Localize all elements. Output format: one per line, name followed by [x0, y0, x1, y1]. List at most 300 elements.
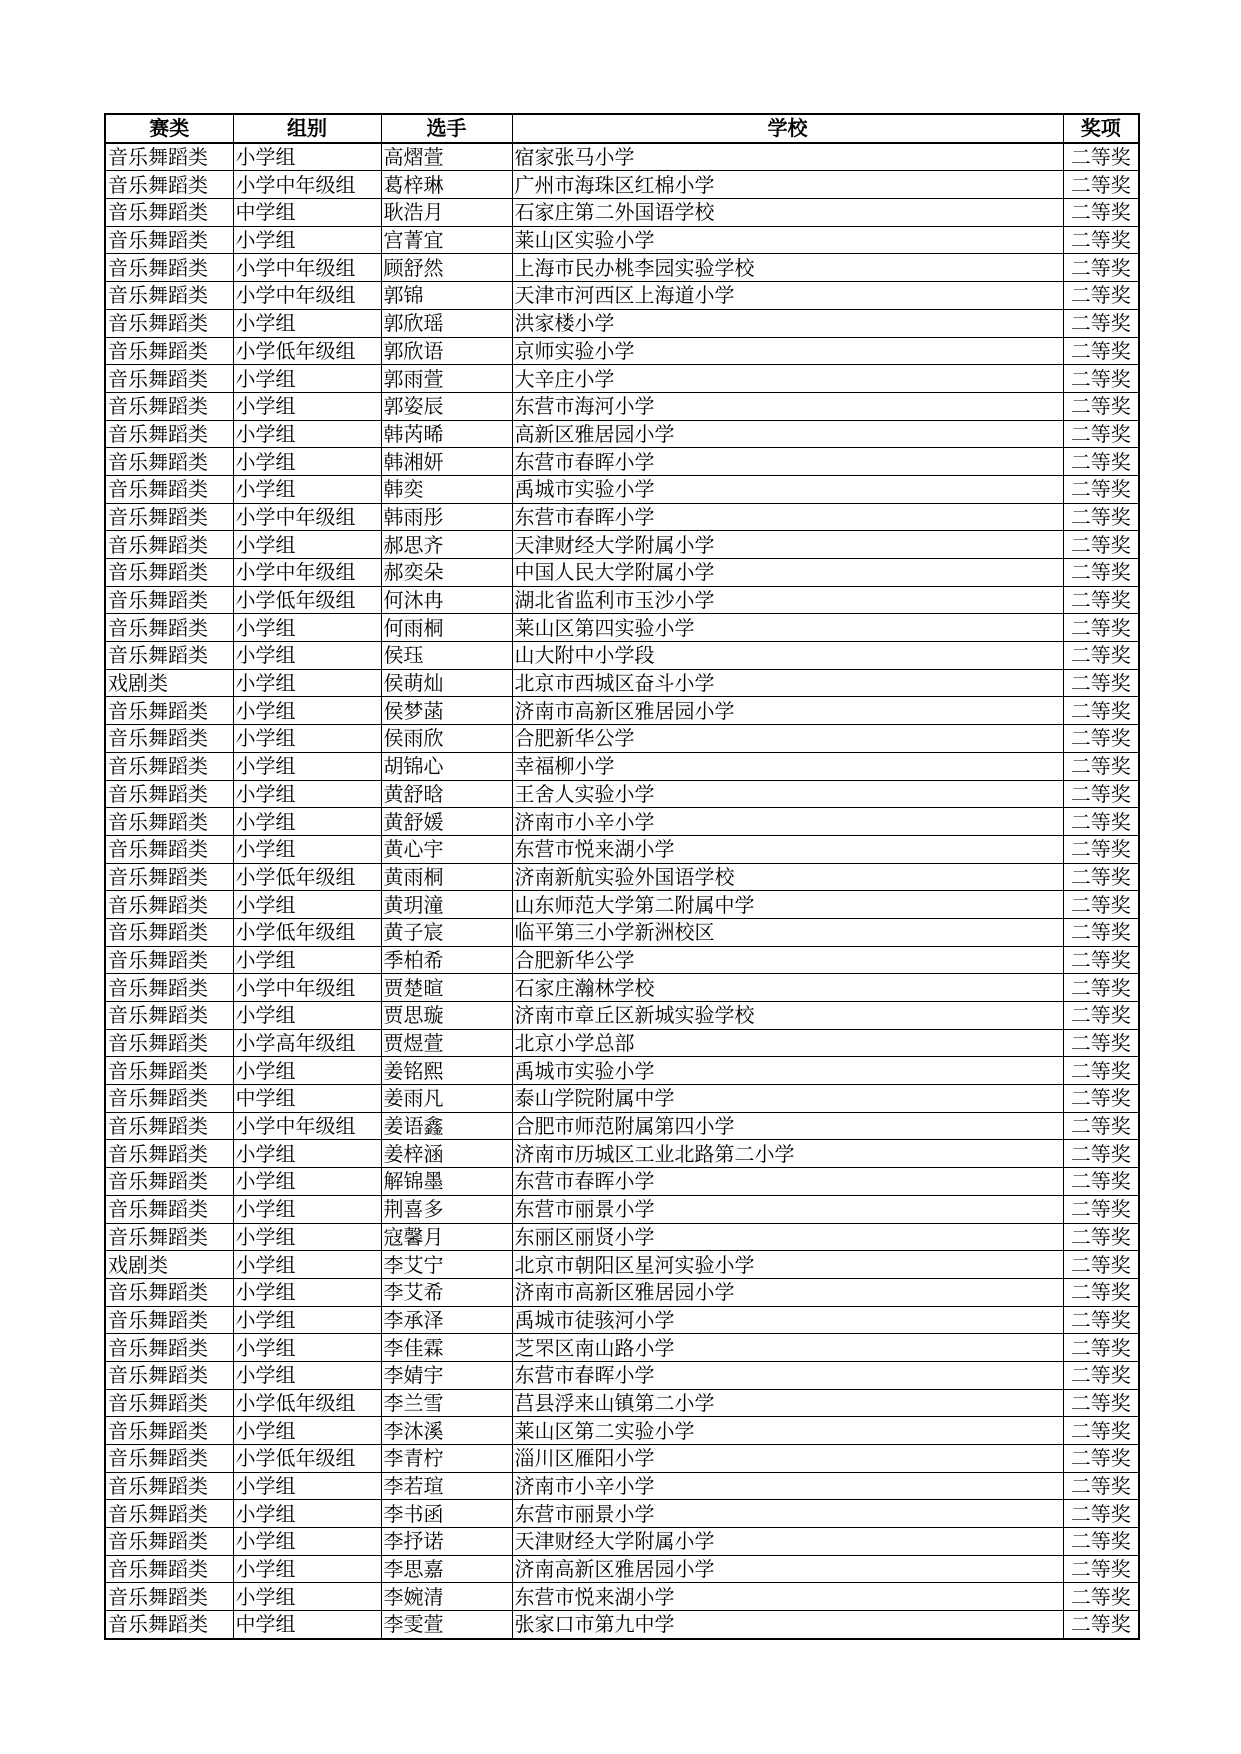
header-category: 赛类 — [105, 114, 233, 143]
group-cell: 小学组 — [233, 448, 381, 476]
group-cell: 小学组 — [233, 143, 381, 171]
group-cell: 小学中年级组 — [233, 1112, 381, 1140]
school-cell: 东营市海河小学 — [512, 392, 1063, 420]
contestant-cell: 黄子宸 — [381, 918, 512, 946]
category-cell: 音乐舞蹈类 — [105, 309, 233, 337]
award-cell: 二等奖 — [1063, 1583, 1139, 1611]
award-cell: 二等奖 — [1063, 337, 1139, 365]
school-cell: 济南市章丘区新城实验学校 — [512, 1002, 1063, 1030]
contestant-cell: 黄雨桐 — [381, 863, 512, 891]
contestant-cell: 李雯萱 — [381, 1611, 512, 1639]
table-row — [105, 1500, 1139, 1528]
table-row — [105, 171, 1139, 199]
table-row — [105, 309, 1139, 337]
award-cell: 二等奖 — [1063, 1306, 1139, 1334]
category-cell: 戏剧类 — [105, 1251, 233, 1279]
contestant-cell: 李婉清 — [381, 1583, 512, 1611]
contestant-cell: 黄舒媛 — [381, 808, 512, 836]
award-cell: 二等奖 — [1063, 752, 1139, 780]
award-cell: 二等奖 — [1063, 199, 1139, 227]
contestant-cell: 韩芮晞 — [381, 420, 512, 448]
table-row — [105, 614, 1139, 642]
category-cell: 音乐舞蹈类 — [105, 1140, 233, 1168]
school-cell: 北京市朝阳区星河实验小学 — [512, 1251, 1063, 1279]
group-cell: 小学组 — [233, 1361, 381, 1389]
category-cell: 音乐舞蹈类 — [105, 503, 233, 531]
award-cell: 二等奖 — [1063, 1417, 1139, 1445]
table-row — [105, 1611, 1139, 1639]
group-cell: 小学高年级组 — [233, 1029, 381, 1057]
group-cell: 小学组 — [233, 835, 381, 863]
group-cell: 小学组 — [233, 891, 381, 919]
award-cell: 二等奖 — [1063, 808, 1139, 836]
category-cell: 音乐舞蹈类 — [105, 1528, 233, 1556]
category-cell: 音乐舞蹈类 — [105, 365, 233, 393]
category-cell: 戏剧类 — [105, 669, 233, 697]
category-cell: 音乐舞蹈类 — [105, 420, 233, 448]
award-cell: 二等奖 — [1063, 1361, 1139, 1389]
award-cell: 二等奖 — [1063, 1251, 1139, 1279]
category-cell: 音乐舞蹈类 — [105, 282, 233, 310]
school-cell: 东营市丽景小学 — [512, 1500, 1063, 1528]
contestant-cell: 顾舒然 — [381, 254, 512, 282]
table-row — [105, 697, 1139, 725]
award-cell: 二等奖 — [1063, 420, 1139, 448]
category-cell: 音乐舞蹈类 — [105, 1361, 233, 1389]
table-row — [105, 559, 1139, 587]
category-cell: 音乐舞蹈类 — [105, 1445, 233, 1473]
contestant-cell: 李兰雪 — [381, 1389, 512, 1417]
contestant-cell: 姜梓涵 — [381, 1140, 512, 1168]
category-cell: 音乐舞蹈类 — [105, 614, 233, 642]
award-cell: 二等奖 — [1063, 1029, 1139, 1057]
table-row — [105, 1528, 1139, 1556]
group-cell: 小学组 — [233, 420, 381, 448]
group-cell: 小学中年级组 — [233, 974, 381, 1002]
contestant-cell: 郭姿辰 — [381, 392, 512, 420]
contestant-cell: 李书函 — [381, 1500, 512, 1528]
contestant-cell: 李承泽 — [381, 1306, 512, 1334]
contestant-cell: 贾煜萱 — [381, 1029, 512, 1057]
table-row — [105, 1417, 1139, 1445]
contestant-cell: 荆喜多 — [381, 1195, 512, 1223]
table-row — [105, 918, 1139, 946]
group-cell: 小学组 — [233, 1306, 381, 1334]
header-award: 奖项 — [1063, 114, 1139, 143]
category-cell: 音乐舞蹈类 — [105, 1278, 233, 1306]
school-cell: 东营市春晖小学 — [512, 503, 1063, 531]
table-row — [105, 1168, 1139, 1196]
contestant-cell: 侯萌灿 — [381, 669, 512, 697]
school-cell: 东营市悦来湖小学 — [512, 1583, 1063, 1611]
table-row — [105, 392, 1139, 420]
school-cell: 天津财经大学附属小学 — [512, 1528, 1063, 1556]
group-cell: 小学中年级组 — [233, 171, 381, 199]
school-cell: 东丽区丽贤小学 — [512, 1223, 1063, 1251]
school-cell: 济南新航实验外国语学校 — [512, 863, 1063, 891]
award-cell: 二等奖 — [1063, 1334, 1139, 1362]
category-cell: 音乐舞蹈类 — [105, 171, 233, 199]
award-cell: 二等奖 — [1063, 1085, 1139, 1113]
school-cell: 广州市海珠区红棉小学 — [512, 171, 1063, 199]
school-cell: 莱山区第四实验小学 — [512, 614, 1063, 642]
category-cell: 音乐舞蹈类 — [105, 891, 233, 919]
contestant-cell: 李沐溪 — [381, 1417, 512, 1445]
award-cell: 二等奖 — [1063, 226, 1139, 254]
school-cell: 北京小学总部 — [512, 1029, 1063, 1057]
school-cell: 高新区雅居园小学 — [512, 420, 1063, 448]
group-cell: 小学组 — [233, 475, 381, 503]
school-cell: 石家庄瀚林学校 — [512, 974, 1063, 1002]
group-cell: 小学组 — [233, 1168, 381, 1196]
contestant-cell: 黄玥潼 — [381, 891, 512, 919]
contestant-cell: 侯珏 — [381, 642, 512, 670]
group-cell: 小学中年级组 — [233, 559, 381, 587]
table-row — [105, 531, 1139, 559]
school-cell: 东营市丽景小学 — [512, 1195, 1063, 1223]
table-row — [105, 254, 1139, 282]
table-row — [105, 199, 1139, 227]
contestant-cell: 侯雨欣 — [381, 725, 512, 753]
category-cell: 音乐舞蹈类 — [105, 1057, 233, 1085]
category-cell: 音乐舞蹈类 — [105, 697, 233, 725]
group-cell: 小学组 — [233, 808, 381, 836]
contestant-cell: 李佳霖 — [381, 1334, 512, 1362]
group-cell: 小学组 — [233, 1223, 381, 1251]
award-cell: 二等奖 — [1063, 143, 1139, 171]
table-row — [105, 1112, 1139, 1140]
school-cell: 东营市悦来湖小学 — [512, 835, 1063, 863]
award-cell: 二等奖 — [1063, 642, 1139, 670]
school-cell: 山大附中小学段 — [512, 642, 1063, 670]
table-row — [105, 974, 1139, 1002]
category-cell: 音乐舞蹈类 — [105, 1002, 233, 1030]
school-cell: 王舍人实验小学 — [512, 780, 1063, 808]
table-row — [105, 1251, 1139, 1279]
contestant-cell: 李思嘉 — [381, 1555, 512, 1583]
group-cell: 小学组 — [233, 1278, 381, 1306]
award-cell: 二等奖 — [1063, 697, 1139, 725]
school-cell: 济南市小辛小学 — [512, 1472, 1063, 1500]
group-cell: 小学组 — [233, 1500, 381, 1528]
school-cell: 东营市春晖小学 — [512, 448, 1063, 476]
table-row — [105, 448, 1139, 476]
group-cell: 小学组 — [233, 1555, 381, 1583]
contestant-cell: 姜语鑫 — [381, 1112, 512, 1140]
contestant-cell: 寇馨月 — [381, 1223, 512, 1251]
contestant-cell: 季柏希 — [381, 946, 512, 974]
school-cell: 洪家楼小学 — [512, 309, 1063, 337]
award-cell: 二等奖 — [1063, 392, 1139, 420]
table-row — [105, 752, 1139, 780]
award-cell: 二等奖 — [1063, 254, 1139, 282]
school-cell: 京师实验小学 — [512, 337, 1063, 365]
table-row — [105, 642, 1139, 670]
award-cell: 二等奖 — [1063, 1140, 1139, 1168]
contestant-cell: 贾楚暄 — [381, 974, 512, 1002]
category-cell: 音乐舞蹈类 — [105, 1168, 233, 1196]
school-cell: 合肥市师范附属第四小学 — [512, 1112, 1063, 1140]
category-cell: 音乐舞蹈类 — [105, 1500, 233, 1528]
category-cell: 音乐舞蹈类 — [105, 199, 233, 227]
group-cell: 小学组 — [233, 1002, 381, 1030]
table-row — [105, 282, 1139, 310]
header-contestant: 选手 — [381, 114, 512, 143]
group-cell: 小学组 — [233, 725, 381, 753]
table-row — [105, 1057, 1139, 1085]
school-cell: 莱山区第二实验小学 — [512, 1417, 1063, 1445]
table-row — [105, 1029, 1139, 1057]
category-cell: 音乐舞蹈类 — [105, 586, 233, 614]
school-cell: 临平第三小学新洲校区 — [512, 918, 1063, 946]
school-cell: 泰山学院附属中学 — [512, 1085, 1063, 1113]
school-cell: 东营市春晖小学 — [512, 1168, 1063, 1196]
group-cell: 小学组 — [233, 1472, 381, 1500]
category-cell: 音乐舞蹈类 — [105, 1583, 233, 1611]
school-cell: 上海市民办桃李园实验学校 — [512, 254, 1063, 282]
group-cell: 小学组 — [233, 697, 381, 725]
school-cell: 济南市高新区雅居园小学 — [512, 697, 1063, 725]
school-cell: 合肥新华公学 — [512, 946, 1063, 974]
contestant-cell: 耿浩月 — [381, 199, 512, 227]
school-cell: 石家庄第二外国语学校 — [512, 199, 1063, 227]
table-row — [105, 1445, 1139, 1473]
group-cell: 小学组 — [233, 1528, 381, 1556]
school-cell: 济南市历城区工业北路第二小学 — [512, 1140, 1063, 1168]
group-cell: 小学低年级组 — [233, 586, 381, 614]
award-cell: 二等奖 — [1063, 282, 1139, 310]
school-cell: 合肥新华公学 — [512, 725, 1063, 753]
award-cell: 二等奖 — [1063, 780, 1139, 808]
group-cell: 小学低年级组 — [233, 918, 381, 946]
contestant-cell: 胡锦心 — [381, 752, 512, 780]
group-cell: 小学组 — [233, 365, 381, 393]
table-row — [105, 1583, 1139, 1611]
group-cell: 中学组 — [233, 1085, 381, 1113]
award-cell: 二等奖 — [1063, 171, 1139, 199]
school-cell: 张家口市第九中学 — [512, 1611, 1063, 1639]
award-cell: 二等奖 — [1063, 1002, 1139, 1030]
award-cell: 二等奖 — [1063, 918, 1139, 946]
school-cell: 天津财经大学附属小学 — [512, 531, 1063, 559]
contestant-cell: 李婧宇 — [381, 1361, 512, 1389]
contestant-cell: 高熠萱 — [381, 143, 512, 171]
contestant-cell: 李抒诺 — [381, 1528, 512, 1556]
contestant-cell: 侯梦菡 — [381, 697, 512, 725]
header-school: 学校 — [512, 114, 1063, 143]
school-cell: 禹城市实验小学 — [512, 1057, 1063, 1085]
category-cell: 音乐舞蹈类 — [105, 1611, 233, 1639]
contestant-cell: 郝思齐 — [381, 531, 512, 559]
group-cell: 小学组 — [233, 1195, 381, 1223]
school-cell: 山东师范大学第二附属中学 — [512, 891, 1063, 919]
table-row — [105, 337, 1139, 365]
category-cell: 音乐舞蹈类 — [105, 1334, 233, 1362]
table-row — [105, 1306, 1139, 1334]
contestant-cell: 郭雨萱 — [381, 365, 512, 393]
table-row — [105, 946, 1139, 974]
group-cell: 中学组 — [233, 1611, 381, 1639]
award-cell: 二等奖 — [1063, 614, 1139, 642]
category-cell: 音乐舞蹈类 — [105, 337, 233, 365]
contestant-cell: 李艾希 — [381, 1278, 512, 1306]
group-cell: 小学低年级组 — [233, 863, 381, 891]
school-cell: 中国人民大学附属小学 — [512, 559, 1063, 587]
award-cell: 二等奖 — [1063, 974, 1139, 1002]
table-row — [105, 1223, 1139, 1251]
table-row — [105, 143, 1139, 171]
category-cell: 音乐舞蹈类 — [105, 1417, 233, 1445]
category-cell: 音乐舞蹈类 — [105, 392, 233, 420]
category-cell: 音乐舞蹈类 — [105, 1306, 233, 1334]
group-cell: 小学组 — [233, 1417, 381, 1445]
table-row — [105, 475, 1139, 503]
group-cell: 小学组 — [233, 1057, 381, 1085]
contestant-cell: 何雨桐 — [381, 614, 512, 642]
school-cell: 莱山区实验小学 — [512, 226, 1063, 254]
table-row — [105, 1389, 1139, 1417]
school-cell: 莒县浮来山镇第二小学 — [512, 1389, 1063, 1417]
table-row — [105, 1002, 1139, 1030]
award-cell: 二等奖 — [1063, 1112, 1139, 1140]
group-cell: 小学组 — [233, 1583, 381, 1611]
school-cell: 济南市小辛小学 — [512, 808, 1063, 836]
table-row — [105, 835, 1139, 863]
award-cell: 二等奖 — [1063, 891, 1139, 919]
group-cell: 小学组 — [233, 1334, 381, 1362]
group-cell: 小学组 — [233, 531, 381, 559]
table-row — [105, 1140, 1139, 1168]
table-row — [105, 1555, 1139, 1583]
category-cell: 音乐舞蹈类 — [105, 835, 233, 863]
group-cell: 小学组 — [233, 1140, 381, 1168]
award-cell: 二等奖 — [1063, 1278, 1139, 1306]
group-cell: 小学组 — [233, 1251, 381, 1279]
category-cell: 音乐舞蹈类 — [105, 974, 233, 1002]
award-cell: 二等奖 — [1063, 1528, 1139, 1556]
group-cell: 小学组 — [233, 780, 381, 808]
school-cell: 济南高新区雅居园小学 — [512, 1555, 1063, 1583]
group-cell: 小学低年级组 — [233, 1389, 381, 1417]
award-cell: 二等奖 — [1063, 365, 1139, 393]
contestant-cell: 宫菁宜 — [381, 226, 512, 254]
contestant-cell: 葛梓琳 — [381, 171, 512, 199]
award-cell: 二等奖 — [1063, 669, 1139, 697]
category-cell: 音乐舞蹈类 — [105, 642, 233, 670]
group-cell: 小学低年级组 — [233, 337, 381, 365]
contestant-cell: 李青柠 — [381, 1445, 512, 1473]
school-cell: 禹城市实验小学 — [512, 475, 1063, 503]
contestant-cell: 贾思璇 — [381, 1002, 512, 1030]
award-cell: 二等奖 — [1063, 559, 1139, 587]
category-cell: 音乐舞蹈类 — [105, 448, 233, 476]
table-row — [105, 365, 1139, 393]
contestant-cell: 黄舒晗 — [381, 780, 512, 808]
award-cell: 二等奖 — [1063, 1057, 1139, 1085]
group-cell: 中学组 — [233, 199, 381, 227]
table-row — [105, 420, 1139, 448]
award-cell: 二等奖 — [1063, 503, 1139, 531]
contestant-cell: 黄心宇 — [381, 835, 512, 863]
contestant-cell: 郭欣瑶 — [381, 309, 512, 337]
table-row — [105, 1334, 1139, 1362]
award-cell: 二等奖 — [1063, 1445, 1139, 1473]
table-row — [105, 1085, 1139, 1113]
category-cell: 音乐舞蹈类 — [105, 863, 233, 891]
contestant-cell: 韩奕 — [381, 475, 512, 503]
category-cell: 音乐舞蹈类 — [105, 1223, 233, 1251]
award-cell: 二等奖 — [1063, 309, 1139, 337]
school-cell: 济南市高新区雅居园小学 — [512, 1278, 1063, 1306]
contestant-cell: 郭锦 — [381, 282, 512, 310]
contestant-cell: 郝奕朵 — [381, 559, 512, 587]
category-cell: 音乐舞蹈类 — [105, 1029, 233, 1057]
school-cell: 宿家张马小学 — [512, 143, 1063, 171]
category-cell: 音乐舞蹈类 — [105, 559, 233, 587]
table-row — [105, 226, 1139, 254]
contestant-cell: 李若瑄 — [381, 1472, 512, 1500]
school-cell: 大辛庄小学 — [512, 365, 1063, 393]
award-table — [104, 113, 1140, 1640]
award-cell: 二等奖 — [1063, 1500, 1139, 1528]
group-cell: 小学组 — [233, 752, 381, 780]
table-row — [105, 1361, 1139, 1389]
category-cell: 音乐舞蹈类 — [105, 1472, 233, 1500]
table-row — [105, 1195, 1139, 1223]
group-cell: 小学组 — [233, 614, 381, 642]
school-cell: 天津市河西区上海道小学 — [512, 282, 1063, 310]
category-cell: 音乐舞蹈类 — [105, 531, 233, 559]
table-row — [105, 1472, 1139, 1500]
table-row — [105, 669, 1139, 697]
award-cell: 二等奖 — [1063, 1168, 1139, 1196]
contestant-cell: 解锦墨 — [381, 1168, 512, 1196]
table-row — [105, 808, 1139, 836]
table-row — [105, 503, 1139, 531]
school-cell: 湖北省监利市玉沙小学 — [512, 586, 1063, 614]
school-cell: 幸福柳小学 — [512, 752, 1063, 780]
table-row — [105, 780, 1139, 808]
award-cell: 二等奖 — [1063, 586, 1139, 614]
table-row — [105, 1278, 1139, 1306]
award-cell: 二等奖 — [1063, 1389, 1139, 1417]
category-cell: 音乐舞蹈类 — [105, 1085, 233, 1113]
category-cell: 音乐舞蹈类 — [105, 1112, 233, 1140]
group-cell: 小学组 — [233, 642, 381, 670]
school-cell: 禹城市徒骇河小学 — [512, 1306, 1063, 1334]
category-cell: 音乐舞蹈类 — [105, 808, 233, 836]
contestant-cell: 姜铭熙 — [381, 1057, 512, 1085]
category-cell: 音乐舞蹈类 — [105, 475, 233, 503]
award-cell: 二等奖 — [1063, 448, 1139, 476]
header-row — [105, 114, 1139, 143]
award-cell: 二等奖 — [1063, 946, 1139, 974]
contestant-cell: 郭欣语 — [381, 337, 512, 365]
award-cell: 二等奖 — [1063, 835, 1139, 863]
award-cell: 二等奖 — [1063, 531, 1139, 559]
award-cell: 二等奖 — [1063, 475, 1139, 503]
category-cell: 音乐舞蹈类 — [105, 752, 233, 780]
category-cell: 音乐舞蹈类 — [105, 725, 233, 753]
school-cell: 东营市春晖小学 — [512, 1361, 1063, 1389]
contestant-cell: 韩雨彤 — [381, 503, 512, 531]
award-cell: 二等奖 — [1063, 863, 1139, 891]
table-row — [105, 725, 1139, 753]
contestant-cell: 姜雨凡 — [381, 1085, 512, 1113]
table-row — [105, 586, 1139, 614]
table-body — [105, 143, 1139, 1639]
header-group: 组别 — [233, 114, 381, 143]
